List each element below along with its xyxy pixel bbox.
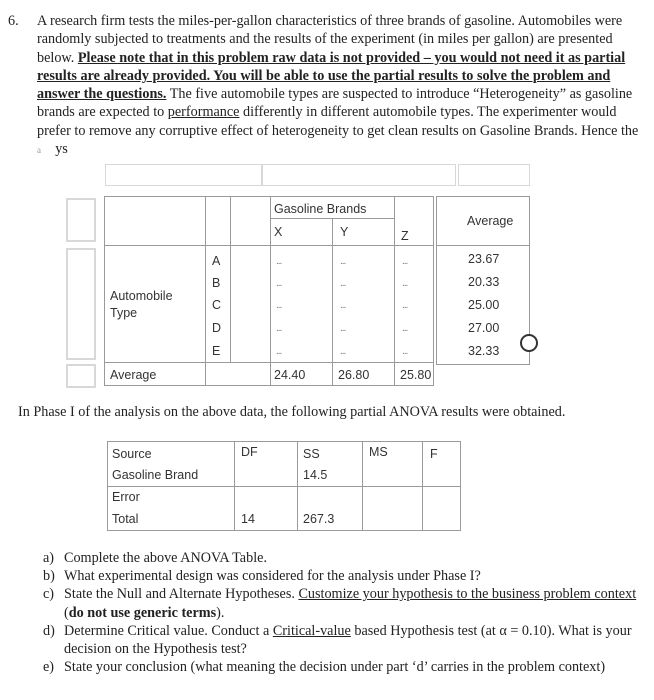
avg-type-a: 23.67 — [468, 252, 500, 266]
brand-x-header: X — [274, 225, 283, 239]
cell-placeholder: ... — [276, 323, 282, 334]
overlay-box — [458, 164, 530, 186]
cell-placeholder: ... — [402, 346, 408, 357]
cell-placeholder: ... — [402, 300, 408, 311]
part-d: d) Determine Critical value. Conduct a Critical-value based Hypothesis test (at α = 0.10). What is your decision on the Hypothesis test? — [43, 622, 632, 658]
anova-header-df: DF — [241, 445, 258, 459]
anova-source-error: Error — [112, 490, 140, 504]
cell-placeholder: ... — [402, 323, 408, 334]
brand-table — [104, 196, 434, 386]
cell-placeholder: ... — [340, 278, 346, 289]
avg-type-b: 20.33 — [468, 275, 500, 289]
brand-y-header: Y — [340, 225, 349, 239]
anova-df-total: 14 — [241, 512, 255, 526]
sub-questions — [43, 549, 643, 676]
avg-brand-x: 24.40 — [274, 368, 306, 382]
average-column — [436, 196, 530, 365]
part-b: b) What experimental design was considered for the analysis under Phase I? — [43, 568, 481, 585]
part-e: e) State your conclusion (what meaning the decision under part ‘d’ carries in the problem context) — [43, 659, 606, 676]
automobile-type-label: Automobile Type — [110, 289, 173, 320]
question-block — [8, 12, 644, 159]
side-box — [66, 248, 96, 360]
average-row-label: Average — [110, 368, 157, 382]
anova-header-ms: MS — [369, 445, 388, 459]
cut-letter: a — [37, 145, 41, 156]
type-a: A — [212, 254, 221, 268]
side-box — [66, 198, 96, 242]
cut-text: ys — [55, 141, 68, 158]
type-c: C — [212, 298, 222, 312]
type-e: E — [212, 344, 221, 358]
overlay-box — [105, 164, 262, 186]
cell-placeholder: ... — [340, 346, 346, 357]
cell-placeholder: ... — [340, 256, 346, 267]
avg-type-e: 32.33 — [468, 344, 500, 358]
anova-ss-total: 267.3 — [303, 512, 335, 526]
cell-placeholder: ... — [276, 256, 282, 267]
anova-source-brand: Gasoline Brand — [112, 468, 199, 482]
question-number: 6. — [8, 13, 19, 29]
avg-type-c: 25.00 — [468, 298, 500, 312]
cell-placeholder: ... — [402, 256, 408, 267]
cell-placeholder: ... — [276, 346, 282, 357]
cell-placeholder: ... — [276, 278, 282, 289]
anova-source-total: Total — [112, 512, 139, 526]
gasoline-brands-header: Gasoline Brands — [274, 202, 367, 216]
cell-placeholder: ... — [340, 323, 346, 334]
type-b: B — [212, 276, 221, 290]
part-a: a) Complete the above ANOVA Table. — [43, 550, 267, 566]
anova-header-ss: SS — [303, 447, 320, 461]
anova-header-source: Source — [112, 447, 152, 461]
brand-z-header: Z — [401, 229, 409, 243]
question-text: A research firm tests the miles-per-gallon characteristics of three brands of gasoline. Automobiles were randomly subjected to treatments and the results of the experiment (in miles per gallon) are presented below. Please note that in this problem raw data is not provided – you would not need it as partial results are already provided. You will be able to use the partial results to solve the problem and answer the questions. The five automobile types are suspected to introduce “Heterogeneity” as gasoline brands are expected to performance differently in different automobile types. The experimenter would prefer to remove any corruptive effect of heterogeneity to get clean results on Gasoline Brands. Hence the a ys — [37, 13, 639, 158]
overlay-box — [262, 164, 456, 186]
note-emphasis: Please note that in this problem raw data is not provided – you would not need it as partial results are already provided. You will be able to use the partial results to solve the problem and answer the questions. — [37, 49, 626, 103]
anova-header-f: F — [430, 447, 438, 461]
anova-table — [107, 441, 461, 531]
avg-brand-y: 26.80 — [338, 368, 370, 382]
cell-placeholder: ... — [402, 278, 408, 289]
side-box — [66, 364, 96, 388]
avg-type-d: 27.00 — [468, 321, 500, 335]
resize-handle-icon[interactable] — [520, 334, 538, 352]
average-header: Average — [467, 214, 514, 228]
cell-placeholder: ... — [276, 300, 282, 311]
avg-brand-z: 25.80 — [400, 368, 432, 382]
cell-placeholder: ... — [340, 300, 346, 311]
anova-ss-brand: 14.5 — [303, 468, 328, 482]
type-d: D — [212, 321, 222, 335]
phase-text: In Phase I of the analysis on the above data, the following partial ANOVA results were obtained. — [18, 404, 566, 420]
part-c: c) State the Null and Alternate Hypotheses. Customize your hypothesis to the business problem context (do not use generic terms). — [43, 586, 637, 621]
